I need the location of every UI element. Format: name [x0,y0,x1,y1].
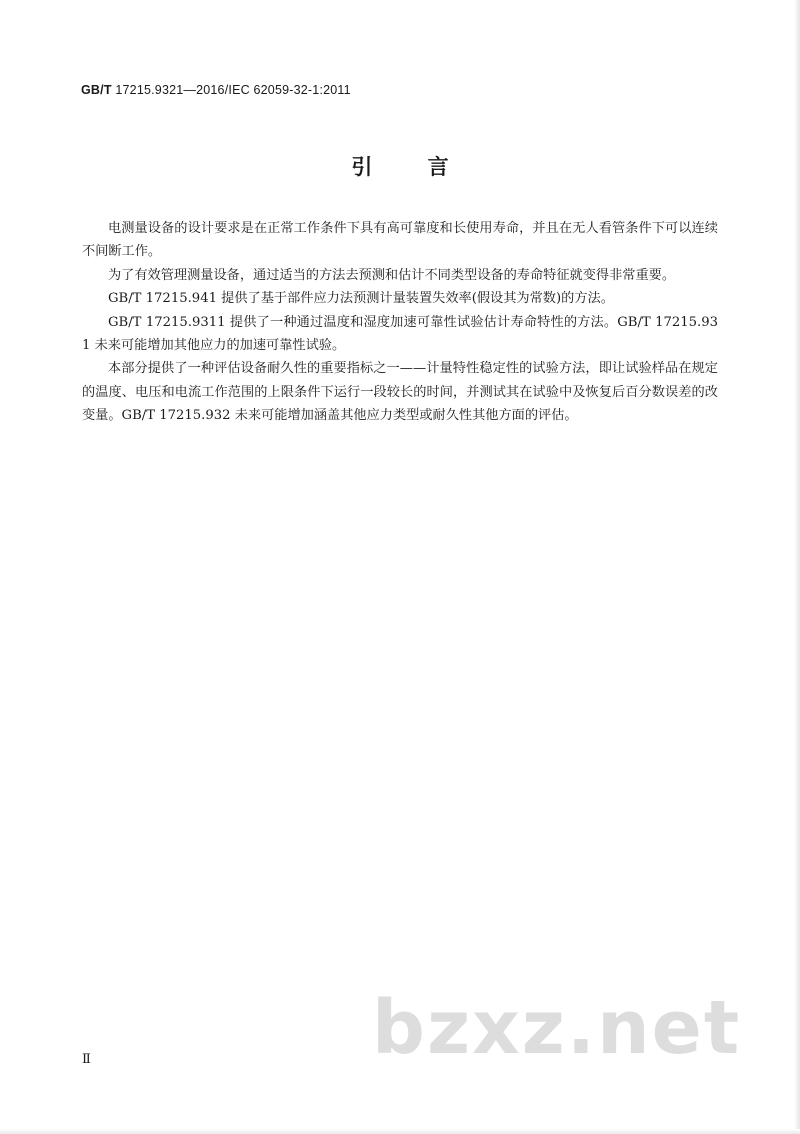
standard-number: 17215.9321—2016 [115,83,225,97]
paragraph: GB/T 17215.9311 提供了一种通过温度和湿度加速可靠性试验估计寿命特性的方法。GB/T 17215.931 未来可能增加其他应力的加速可靠性试验。 [82,314,718,354]
standard-identifier [81,83,351,97]
page-edge-bottom [0,1129,800,1134]
paragraph: 电测量设备的设计要求是在正常工作条件下具有高可靠度和长使用寿命，并且在无人看管条件下可以连续不间断工作。 [82,221,718,260]
standard-prefix: GB/T [81,83,112,97]
paragraph: 为了有效管理测量设备，通过适当的方法去预测和估计不同类型设备的寿命特征就变得非常重要。 [108,267,676,283]
introduction-body [82,217,718,428]
iec-reference: /IEC 62059-32-1:2011 [224,83,351,97]
section-title: 引 言 [351,155,473,179]
paragraph: GB/T 17215.941 提供了基于部件应力法预测计量装置失效率(假设其为常数)的方法。 [108,291,614,307]
paragraph: 本部分提供了一种评估设备耐久性的重要指标之一——计量特性稳定性的试验方法，即让试验样品在规定的温度、电压和电流工作范围的上限条件下运行一段较长的时间，并测试其在试验中及恢复后百分数误差的改变量。GB/T 17215.932 未来可能增加涵盖其他应力类型或耐久性其他方面的评估。 [82,361,718,424]
watermark: bzxz.net [372,985,742,1071]
page-number: Ⅱ [82,1052,91,1067]
